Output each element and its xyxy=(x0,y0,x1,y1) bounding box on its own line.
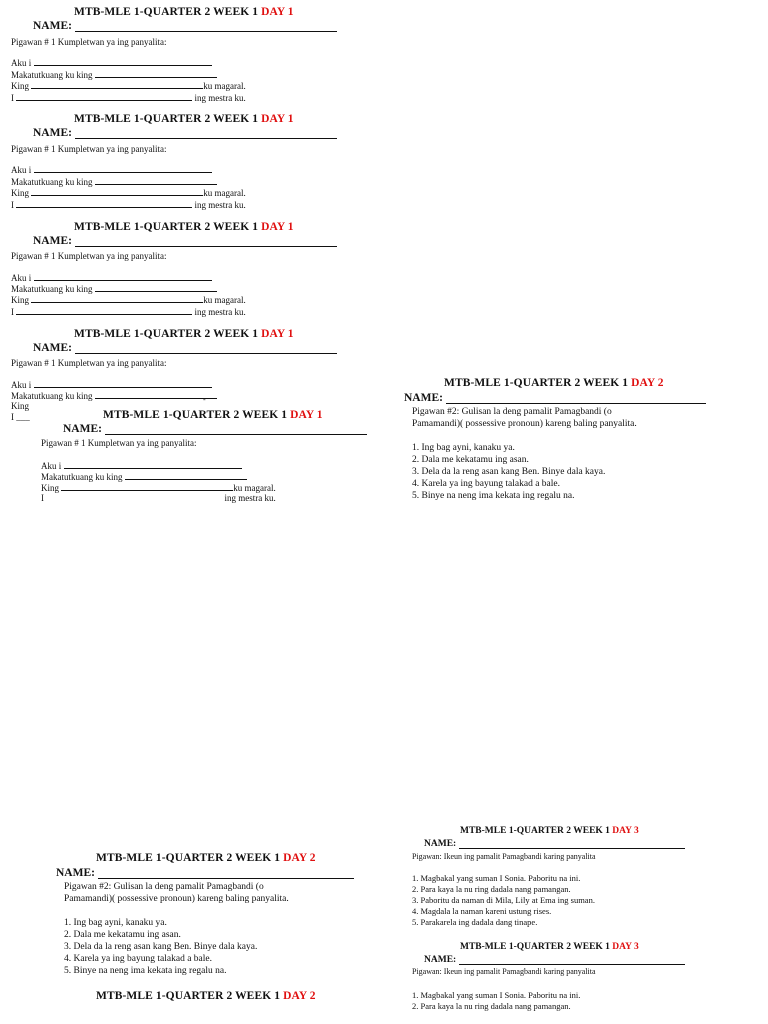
answer-line: Makatutkuang ku king xyxy=(11,390,217,403)
answer-line: King ku magaral. xyxy=(11,295,246,305)
answer-line: Makatutkuang ku king xyxy=(41,471,247,484)
list-item: 4. Magdala la naman kareni ustung rises. xyxy=(412,906,552,916)
answer-line: Aku i xyxy=(11,379,212,392)
instruction: Pamamandi)( possessive pronoun) kareng baling panyalita. xyxy=(412,419,637,429)
name-field: NAME: xyxy=(56,867,354,879)
worksheet-day1-3 xyxy=(0,215,360,323)
answer-line: Aku i xyxy=(11,164,212,177)
list-item: 5. Binye na neng ima kekata ing regalu na. xyxy=(412,491,575,501)
name-field: NAME: xyxy=(424,955,685,965)
list-item: 3. Dela da la reng asan kang Ben. Binye dala kaya. xyxy=(412,467,606,477)
instruction: Pigawan # 1 Kumpletwan ya ing panyalita: xyxy=(11,251,167,261)
list-item: 4. Karela ya ing bayung talakad a bale. xyxy=(412,479,560,489)
name-field: NAME: xyxy=(424,839,685,849)
instruction: Pigawan # 1 Kumpletwan ya ing panyalita: xyxy=(11,144,167,154)
name-field: NAME: xyxy=(404,392,706,404)
instruction: Pigawan # 1 Kumpletwan ya ing panyalita: xyxy=(11,37,167,47)
answer-line: Makatutkuang ku king xyxy=(11,176,217,189)
answer-line: Aku i xyxy=(11,57,212,70)
answer-line: Makatutkuang ku king xyxy=(11,283,217,296)
answer-line: King ku magaral. xyxy=(11,188,246,198)
name-field: NAME: xyxy=(33,342,337,354)
worksheet-title: MTB-MLE 1-QUARTER 2 WEEK 1 DAY 1 xyxy=(74,6,294,18)
name-field: NAME: xyxy=(33,235,337,247)
worksheet-title: MTB-MLE 1-QUARTER 2 WEEK 1 DAY 2 xyxy=(444,377,664,389)
worksheet-day1-2 xyxy=(0,107,360,215)
worksheet-day2-2 xyxy=(50,847,380,982)
answer-line: I ing mestra ku. xyxy=(11,200,246,210)
worksheet-title: MTB-MLE 1-QUARTER 2 WEEK 1 DAY 3 xyxy=(460,942,639,952)
stray-mark: - xyxy=(203,395,206,404)
worksheet-title-partial: MTB-MLE 1-QUARTER 2 WEEK 1 DAY 2 xyxy=(96,990,316,1002)
instruction: Pamamandi)( possessive pronoun) kareng baling panyalita. xyxy=(64,894,289,904)
answer-line: King ku magaral. xyxy=(41,483,276,493)
worksheet-title: MTB-MLE 1-QUARTER 2 WEEK 1 DAY 1 xyxy=(74,221,294,233)
list-item: 5. Parakarela ing dadala dang tinape. xyxy=(412,917,538,927)
list-item: 2. Para kaya la nu ring dadala nang pamangan. xyxy=(412,884,571,894)
worksheet-title: MTB-MLE 1-QUARTER 2 WEEK 1 DAY 1 xyxy=(74,328,294,340)
list-item: 3. Paboritu da naman di Mila, Lily at Ema ing suman. xyxy=(412,895,595,905)
answer-line: I ___ xyxy=(11,412,30,422)
list-item: 1. Magbakal yang suman I Sonia. Paboritu na ini. xyxy=(412,873,581,883)
list-item: 1. Magbakal yang suman I Sonia. Paboritu na ini. xyxy=(412,990,581,1000)
instruction: Pigawan #2: Gulisan la deng pamalit Pamagbandi (o xyxy=(64,882,264,892)
answer-line: I ing mestra ku. xyxy=(11,307,246,317)
list-item: 1. Ing bag ayni, kanaku ya. xyxy=(412,443,515,453)
worksheet-day3-1 xyxy=(405,822,705,934)
worksheet-title: MTB-MLE 1-QUARTER 2 WEEK 1 DAY 2 xyxy=(96,852,316,864)
answer-line: Aku i xyxy=(41,460,242,473)
worksheet-title: MTB-MLE 1-QUARTER 2 WEEK 1 DAY 1 xyxy=(103,409,323,421)
list-item: 5. Binye na neng ima kekata ing regalu na. xyxy=(64,966,227,976)
list-item: 2. Para kaya la nu ring dadala nang pamangan. xyxy=(412,1001,571,1011)
list-item: 2. Dala me kekatamu ing asan. xyxy=(412,455,529,465)
list-item: 2. Dala me kekatamu ing asan. xyxy=(64,930,181,940)
worksheet-title: MTB-MLE 1-QUARTER 2 WEEK 1 DAY 3 xyxy=(460,826,639,836)
answer-line: I ing mestra ku. xyxy=(41,493,276,503)
list-item: 3. Dela da la reng asan kang Ben. Binye dala kaya. xyxy=(64,942,258,952)
worksheet-day1-1 xyxy=(0,0,360,108)
name-field: NAME: xyxy=(63,423,367,435)
worksheet-title: MTB-MLE 1-QUARTER 2 WEEK 1 DAY 1 xyxy=(74,113,294,125)
instruction: Pigawan: Ikeun ing pamalit Pamagbandi karing panyalita xyxy=(412,967,596,976)
answer-line: Makatutkuang ku king xyxy=(11,69,217,82)
worksheet-day3-2 xyxy=(405,938,705,1024)
name-field: NAME: xyxy=(33,20,337,32)
instruction: Pigawan # 1 Kumpletwan ya ing panyalita: xyxy=(11,358,167,368)
list-item: 4. Karela ya ing bayung talakad a bale. xyxy=(64,954,212,964)
instruction: Pigawan: Ikeun ing pamalit Pamagbandi karing panyalita xyxy=(412,852,596,861)
worksheet-day2-1 xyxy=(398,372,728,507)
answer-line: I ing mestra ku. xyxy=(11,93,246,103)
answer-line: King xyxy=(11,401,29,411)
instruction: Pigawan # 1 Kumpletwan ya ing panyalita: xyxy=(41,438,197,448)
list-item: 1. Ing bag ayni, kanaku ya. xyxy=(64,918,167,928)
worksheet-day1-5 xyxy=(36,403,366,506)
instruction: Pigawan #2: Gulisan la deng pamalit Pamagbandi (o xyxy=(412,407,612,417)
answer-line: Aku i xyxy=(11,272,212,285)
name-field: NAME: xyxy=(33,127,337,139)
answer-line: King ku magaral. xyxy=(11,81,246,91)
